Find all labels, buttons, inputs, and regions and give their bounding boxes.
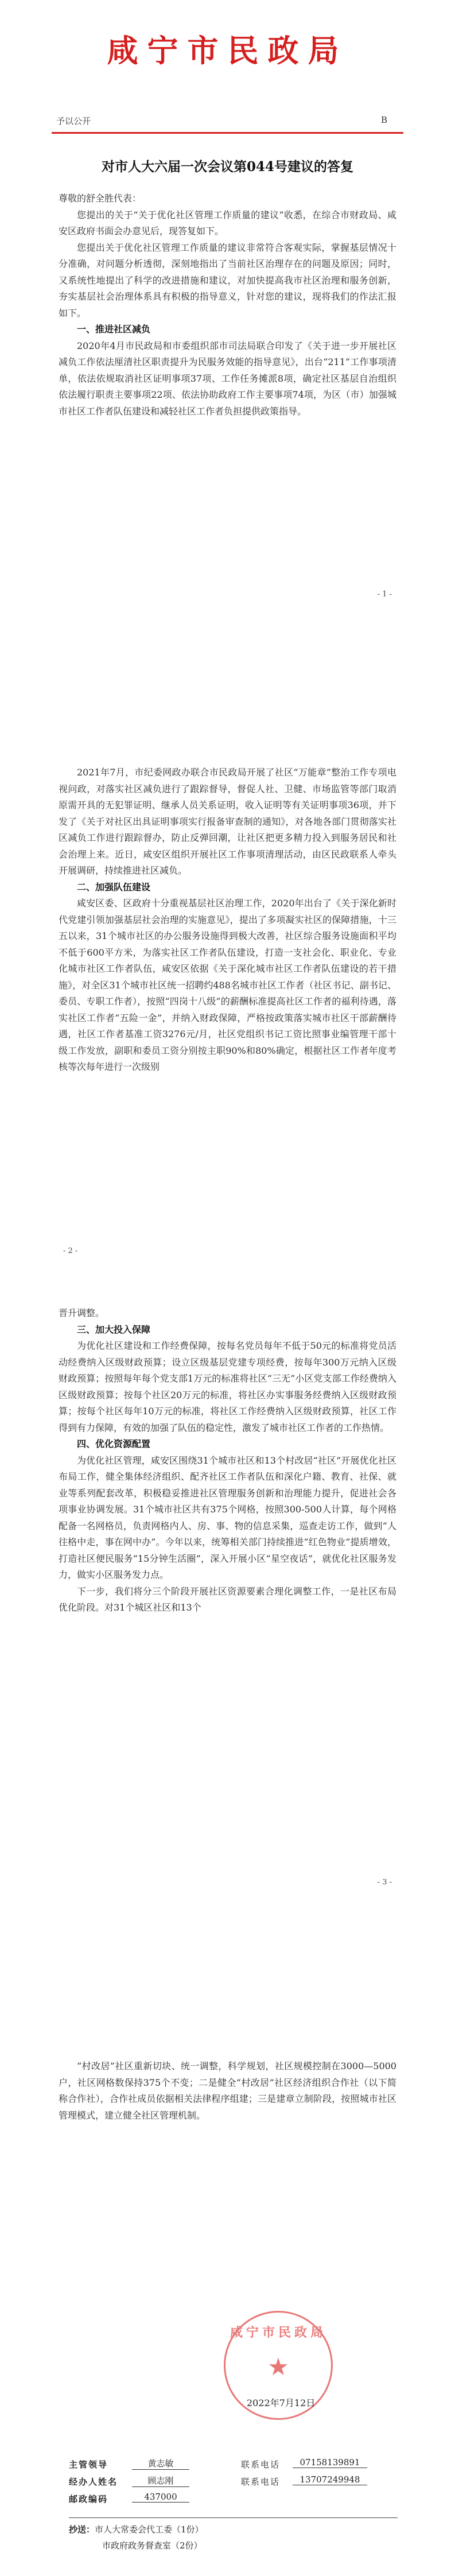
leader-name: 黄志敏 (132, 2457, 189, 2470)
paragraph: 为优化社区管理，咸安区围绕31个城市社区和13个村改居“社区”开展优化社区布局工作，健全集体经济组织、配齐社区工作者队伍和深化户籍、教育、社保、就业等系列配套改革，积极稳妥推进社区管理服务创新和治理能力提升，促进社会各项事业协调发展。31个城市社区共有375个网格，按照300-500人计算，每个网格配备一名网格员，负责网格内人、房、事、物的信息采集，巡查走访工作，做到“人往格中走，事在网中办”。今年以来，统筹相关部门持续推进“红色物业”提质增效，打造社区便民服务“15分钟生活圈”，深入开展小区“星空夜话”，就优化社区服务发力，做实小区服务发力点。 (59, 1454, 396, 1580)
page-2 (0, 644, 455, 1288)
page-1 (0, 0, 455, 644)
reply-date: 2022年7月12日 (247, 2397, 316, 2408)
page-number: - 2 - (63, 1247, 78, 1255)
zip-code: 437000 (132, 2492, 189, 2503)
contact-block (69, 2457, 398, 2509)
section-heading-4: 四、优化资源配置 (77, 1438, 151, 1449)
handler-label: 经办人姓名 (69, 2477, 118, 2487)
paragraph: 您提出关于优化社区管理工作质量的建议非常符合客观实际，掌握基层情况十分准确，对问题分析透彻，深刻地指出了当前社区治理存在的问题及原因；同时，又系统性地提出了科学的改进措施和建议，对加快提高我市社区治理和服务创新，夯实基层社会治理体系具有积极的指导意义，针对您的建议，现将我们的作法汇报如下。 (59, 242, 396, 319)
page-2-body (59, 765, 396, 1076)
page-4-body (59, 2058, 396, 2124)
paragraph: 下一步，我们将分三个阶段开展社区资源要素合理化调整工作，一是社区布局优化阶段。对31个城区社区和13个 (59, 1585, 396, 1613)
disclosure-label: 予以公开 (56, 116, 91, 126)
section-heading-1: 一、推进社区减负 (77, 324, 151, 335)
section-heading-3: 三、加大投入保障 (77, 1324, 151, 1335)
salutation: 尊敬的舒全胜代表： (59, 193, 142, 204)
paragraph: “村改居”社区重新切块、统一调整，科学规划，社区规模控制在3000—5000户，社区网格数保持375个不变；二是健全“村改居”社区经济组织合作社（以下简称合作社），合作社成员依据相关法律程序组建；三是建章立制阶段，按照城市社区管理模式，建立健全社区管理机制。 (59, 2061, 396, 2121)
cc-recipient: 市人大常委会代工委（1份） (95, 2524, 204, 2535)
category-label: B (380, 115, 387, 125)
cc-divider (69, 2517, 398, 2518)
leader-phone-label: 联系电话 (241, 2459, 281, 2470)
document-title: 对市人大六届一次会议第044号建议的答复 (101, 159, 353, 174)
cc-block (69, 2517, 398, 2554)
page-3-body (59, 1305, 396, 1616)
contact-row (69, 2492, 398, 2509)
paragraph: 咸安区委、区政府十分重视基层社区治理工作，2020年出台了《关于深化新时代党建引领加强基层社会治理的实施意见》，提出了多项凝实社区的保障措施，十三五以来，31个城市社区的办公服务设施得到极大改善，社区综合服务设施面积平均不低于600平方米，为落实社区工作者队伍建设，打造一支社会化、职业化、专业化城市社区工作者队伍，咸安区依据《关于深化城市社区工作者队伍建设的若干措施》，对全区31个城市社区统一招聘约488名城市社区工作者（社区书记、副书记、委员、专职工作者），按照“四岗十八级”的薪酬标准提高社区工作者的福利待遇，落实社区工作者“五险一金”，并纳入财政保障，严格按政策落实城市社区干部薪酬待遇，社区工作者基准工资3276元/月，社区党组织书记工资比照事业编管理干部十级工作发放，副职和委员工资分别按主职90%和80%确定，根据社区工作者年度考核等次每年进行一次级别 (59, 898, 396, 1072)
handler-name: 顾志刚 (132, 2474, 189, 2487)
cc-label: 抄送： (69, 2524, 95, 2535)
paragraph: 您提出的关于“关于优化社区管理工作质量的建议”收悉，在综合市财政局、咸安区政府书面会办意见后，现答复如下。 (59, 209, 396, 236)
page-3 (0, 1288, 455, 1932)
red-divider (52, 132, 403, 134)
star-icon: ★ (267, 2353, 289, 2381)
org-title: 咸宁市民政局 (107, 32, 348, 69)
page-number: - 1 - (377, 590, 392, 599)
contact-row (69, 2457, 398, 2474)
handler-phone: 13707249948 (293, 2474, 367, 2485)
paragraph: 晋升调整。 (59, 1308, 105, 1318)
leader-label: 主管领导 (69, 2459, 108, 2470)
page-4 (0, 1932, 455, 2576)
section-heading-2: 二、加强队伍建设 (77, 881, 151, 893)
paragraph: 2020年4月市民政局和市委组织部市司法局联合印发了《关于进一步开展社区减负工作依法厘清社区职责提升为民服务效能的指导意见》，出台“211”工作事项清单，依法依规取消社区证明事项37项、工作任务摊派8项，确定社区基层自治组织依法履行职责主要事项22项、依法协助政府工作主要事项74项，为区（市）加强城市社区工作者队伍建设和减轻社区工作者负担提供政策指导。 (59, 340, 396, 417)
cc-recipient: 市政府政务督查室（2份） (102, 2540, 203, 2551)
seal-text: 咸宁市民政局 (230, 2325, 326, 2340)
contact-row (69, 2474, 398, 2492)
handler-phone-label: 联系电话 (241, 2477, 281, 2487)
zip-label: 邮政编码 (69, 2494, 108, 2504)
page-number: - 3 - (377, 1878, 392, 1887)
paragraph: 2021年7月，市纪委网政办联合市民政局开展了社区“万能章”整治工作专项电视问政，对落实社区减负进行了跟踪督导，督促人社、卫健、市场监管等部门取消原需开具的无犯罪证明、继承人员关系证明，收入证明等有关证明事项36项，并下发了《关于对社区出具证明事项实行报备审查制的通知》，对各地各部门贯彻落实社区减负工作进行跟踪督办，防止反弹回潮，让社区把更多精力投入到服务居民和社会治理上来。近日，咸安区组织开展社区工作事项清理活动，由区民政联系人牵头开展调研，持续推进社区减负。 (59, 767, 396, 876)
page-1-body (59, 191, 396, 420)
paragraph: 为优化社区建设和工作经费保障，按每名党员每年不低于50元的标准将党员活动经费纳入区级财政预算；设立区级基层党建专项经费，按每年300万元纳入区级财政预算；按照每年每个党支部1万元的标准将社区“三无”小区党支部工作经费纳入区级财政预算；按每个社区20万元的标准，将社区办实事服务经费纳入区级财政预算；按每个社区每年10万元的标准，将社区工作经费纳入区级财政预算，社区工作得到有力保障，有效的加强了队伍的稳定性，激发了城市社区工作者的工作热情。 (59, 1340, 396, 1433)
leader-phone: 07158139891 (293, 2457, 367, 2468)
